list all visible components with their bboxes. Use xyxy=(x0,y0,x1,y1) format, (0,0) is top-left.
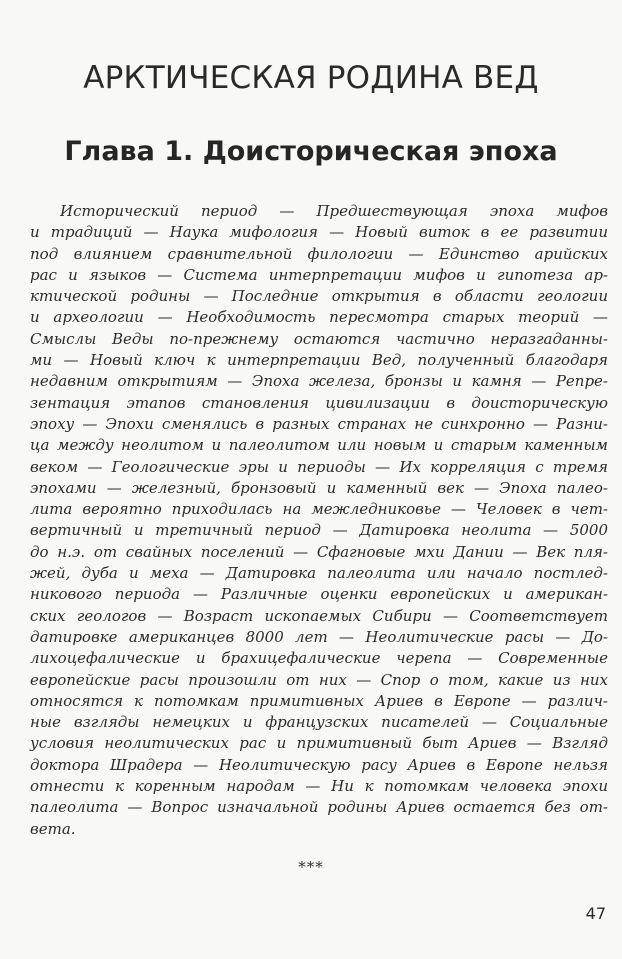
summary-line: эпохами — железный, бронзовый и каменный век — Эпоха палео- xyxy=(30,478,608,497)
summary-line: отнести к коренным народам — Ни к потомкам человека эпохи xyxy=(30,777,608,796)
summary-line: ских геологов — Возраст ископаемых Сибири — Соответствует xyxy=(30,606,608,625)
summary-line: относятся к потомкам примитивных Ариев в Европе — различ- xyxy=(30,691,608,710)
summary-line: лихоцефалические и брахицефалические черепа — Современные xyxy=(30,649,608,668)
section-separator: *** xyxy=(298,858,324,876)
summary-line: эпоху — Эпохи сменялись в разных странах не синхронно — Разни- xyxy=(30,414,608,433)
summary-line: условия неолитических рас и примитивный быт Ариев — Взгляд xyxy=(30,734,608,753)
summary-line: палеолита — Вопрос изначальной родины Ариев остается без от- xyxy=(30,798,608,817)
summary-line: ктической родины — Последние открытия в области геологии xyxy=(30,287,608,306)
summary-line: жей, дуба и меха — Датировка палеолита или начало постлед- xyxy=(30,564,608,583)
summary-line: рас и языков — Система интерпретации мифов и гипотеза ар- xyxy=(30,265,608,284)
summary-line: под влиянием сравнительной филологии — Единство арийских xyxy=(30,244,608,263)
page-number: 47 xyxy=(585,904,606,923)
summary-line: до н.э. от свайных поселений — Сфагновые мхи Дании — Век пля- xyxy=(30,542,608,561)
summary-line: никового периода — Различные оценки европейских и американ- xyxy=(30,585,608,604)
summary-line: ца между неолитом и палеолитом или новым и старым каменным xyxy=(30,436,608,455)
summary-line: ми — Новый ключ к интерпретации Вед, полученный благодаря xyxy=(30,351,608,370)
summary-line: доктора Шрадера — Неолитическую расу Ариев в Европе нельзя xyxy=(30,755,608,774)
book-title: АРКТИЧЕСКАЯ РОДИНА ВЕД xyxy=(83,60,539,96)
summary-line: вета. xyxy=(30,819,76,838)
summary-line: веком — Геологические эры и периоды — Их корреляция с тремя xyxy=(30,457,608,476)
summary-line: ные взгляды немецких и французских писателей — Социальные xyxy=(30,713,608,732)
summary-line: зентация этапов становления цивилизации в доисторическую xyxy=(30,393,608,412)
summary-line: лита вероятно приходилась на межледниковье — Человек в чет- xyxy=(30,500,608,519)
summary-line: Исторический период — Предшествующая эпоха мифов xyxy=(60,202,608,220)
summary-line: датировке американцев 8000 лет — Неолитические расы — До- xyxy=(30,627,608,646)
summary-line: Смыслы Веды по-прежнему остаются частично неразгаданны- xyxy=(30,329,608,348)
summary-line: европейские расы произошли от них — Спор о том, какие из них xyxy=(30,670,608,689)
summary-line: и традиций — Наука мифология — Новый виток в ее развитии xyxy=(30,223,608,242)
summary-line: недавним открытиям — Эпоха железа, бронзы и камня — Репре- xyxy=(30,372,608,391)
summary-line: вертичный и третичный период — Датировка неолита — 5000 xyxy=(30,521,608,540)
chapter-summary xyxy=(30,201,608,840)
summary-line: и археологии — Необходимость пересмотра старых теорий — xyxy=(30,308,608,327)
chapter-title: Глава 1. Доисторическая эпоха xyxy=(64,136,558,167)
